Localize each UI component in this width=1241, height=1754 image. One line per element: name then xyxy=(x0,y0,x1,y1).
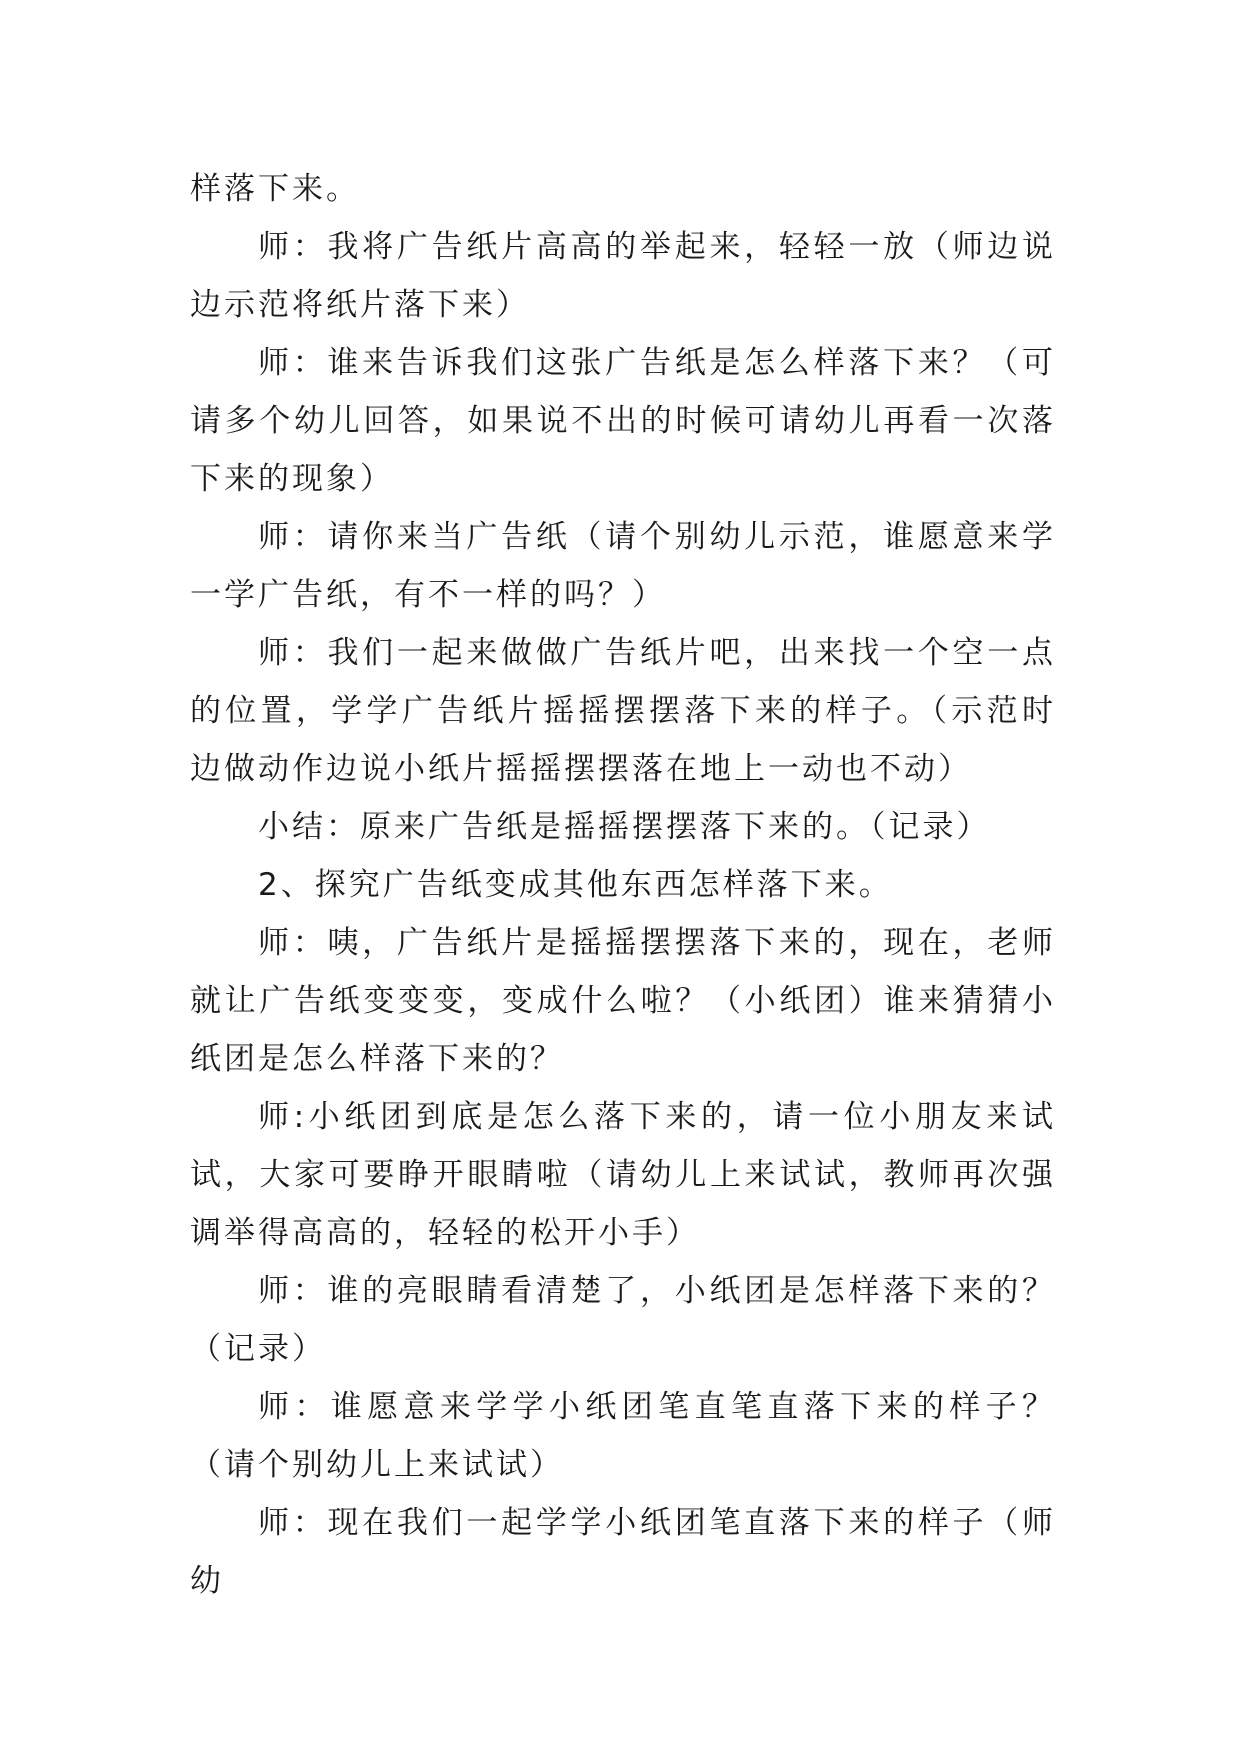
paragraph: 师：谁愿意来学学小纸团笔直笔直落下来的样子？（请个别幼儿上来试试） xyxy=(190,1389,1056,1483)
paragraph: 师：请你来当广告纸（请个别幼儿示范，谁愿意来学一学广告纸，有不一样的吗？） xyxy=(190,519,1056,613)
paragraph: 师：我将广告纸片高高的举起来，轻轻一放（师边说边示范将纸片落下来） xyxy=(190,229,1056,323)
section-heading: 2、探究广告纸变成其他东西怎样落下来。 xyxy=(258,867,893,903)
paragraph-continuation: 样落下来。 xyxy=(190,171,360,207)
paragraph: 师：我们一起来做做广告纸片吧，出来找一个空一点的位置，学学广告纸片摇摇摆摆落下来的样子。（示范时边做动作边说小纸片摇摇摆摆落在地上一动也不动） xyxy=(190,635,1056,787)
paragraph: 师:小纸团到底是怎么落下来的，请一位小朋友来试试，大家可要睁开眼睛啦（请幼儿上来试试，教师再次强调举得高高的，轻轻的松开小手） xyxy=(190,1099,1056,1251)
paragraph: 师：现在我们一起学学小纸团笔直落下来的样子（师幼 xyxy=(190,1505,1056,1599)
paragraph: 师：咦，广告纸片是摇摇摆摆落下来的，现在，老师就让广告纸变变变，变成什么啦？（小纸团）谁来猜猜小纸团是怎么样落下来的？ xyxy=(190,925,1056,1077)
paragraph: 师：谁来告诉我们这张广告纸是怎么样落下来？（可请多个幼儿回答，如果说不出的时候可请幼儿再看一次落下来的现象） xyxy=(190,345,1056,497)
paragraph: 师：谁的亮眼睛看清楚了，小纸团是怎样落下来的？（记录） xyxy=(190,1273,1056,1367)
summary-paragraph: 小结：原来广告纸是摇摇摆摆落下来的。（记录） xyxy=(258,809,991,845)
document-body xyxy=(190,160,1056,1610)
